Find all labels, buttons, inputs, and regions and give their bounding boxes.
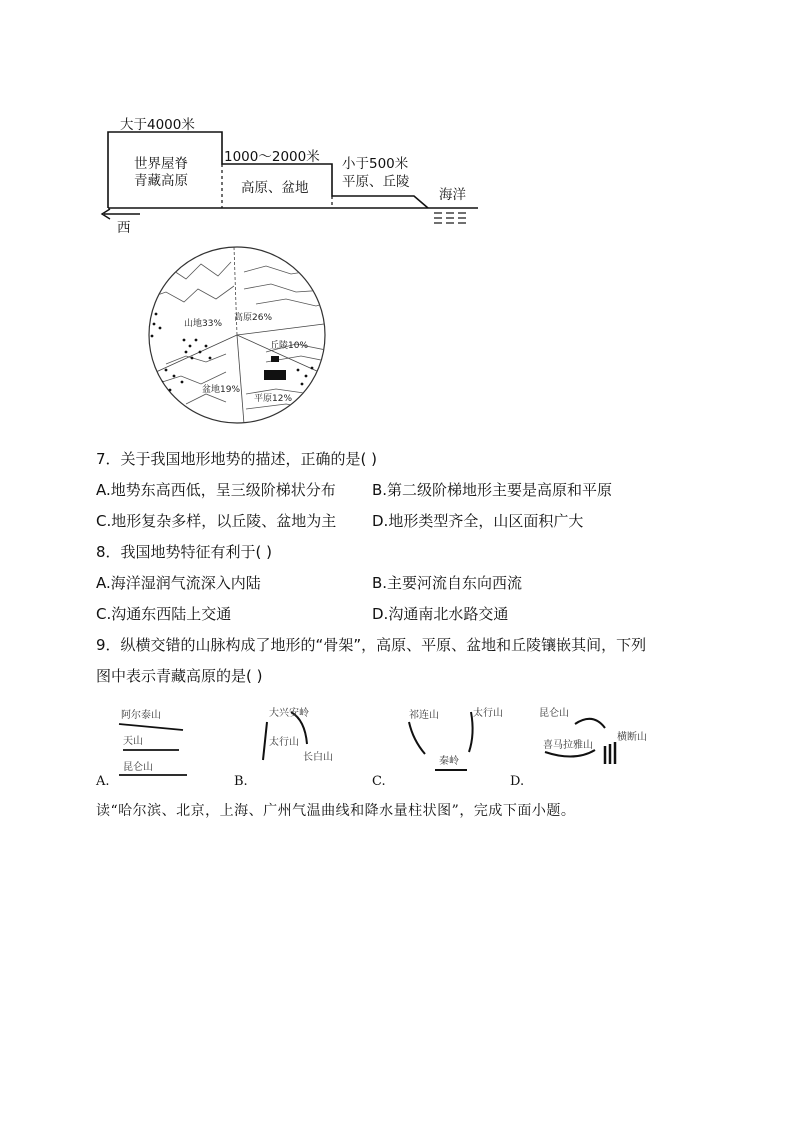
question-8-option-a[interactable]: A.海洋湿润气流深入内陆 [96,574,261,592]
label-plain-hill: 平原、丘陵 [342,174,410,190]
landform-pie-svg [126,244,348,426]
terrain-profile [96,112,486,237]
question-9-map-a[interactable] [115,700,195,778]
label-tibetan-plateau: 青藏高原 [134,173,188,189]
question-9-map-b[interactable] [255,700,333,778]
question-9-map-c[interactable] [395,700,503,778]
landform-pie-chart [126,244,348,426]
map-c-label-2: 太行山 [473,708,503,719]
label-1000-2000m: 1000～2000米 [224,149,320,165]
question-7-option-b[interactable]: B.第二级阶梯地形主要是高原和平原 [372,481,613,499]
map-d-label-2: 喜马拉雅山 [543,740,593,751]
label-plateau-basin: 高原、盆地 [241,180,309,196]
map-b-label-2: 太行山 [269,737,299,748]
map-b-label-1: 大兴安岭 [269,708,309,719]
label-west: 西 [117,220,131,236]
question-9-option-b-letter[interactable]: B. [234,774,248,789]
map-a-label-3: 昆仑山 [123,762,153,773]
map-c-label-3: 秦岭 [439,756,459,767]
map-d-label-1: 昆仑山 [539,708,569,719]
map-b-label-3: 长白山 [303,752,333,763]
question-7-option-c[interactable]: C.地形复杂多样，以丘陵、盆地为主 [96,512,337,530]
pie-label-mountain: 山地33% [184,319,223,329]
label-ocean: 海洋 [439,187,466,203]
map-d-label-3: 横断山 [617,732,647,743]
map-a-label-1: 阿尔泰山 [121,710,161,721]
question-9-option-c-letter[interactable]: C. [372,774,386,789]
question-7-option-d[interactable]: D.地形类型齐全，山区面积广大 [372,512,584,530]
question-9-stem-line-1: 9．纵横交错的山脉构成了地形的“骨架”，高原、平原、盆地和丘陵镶嵌其间，下列 [96,636,647,654]
pie-label-plateau: 高原26% [234,313,273,323]
question-8-option-b[interactable]: B.主要河流自东向西流 [372,574,523,592]
pie-label-hill: 丘陵10% [270,341,309,351]
reading-instruction: 读“哈尔滨、北京，上海、广州气温曲线和降水量柱状图”，完成下面小题。 [96,803,576,819]
map-c-label-1: 祁连山 [409,710,439,721]
pie-label-basin: 盆地19% [202,385,241,395]
question-8-option-d[interactable]: D.沟通南北水路交通 [372,605,509,623]
question-7-stem: 7．关于我国地形地势的描述，正确的是( ) [96,450,378,468]
pie-label-plain: 平原12% [254,394,293,404]
question-7-option-a[interactable]: A.地势东高西低，呈三级阶梯状分布 [96,481,336,499]
question-9-map-d[interactable] [535,700,647,778]
question-8-stem: 8．我国地势特征有利于( ) [96,543,273,561]
label-above-4000m: 大于4000米 [120,117,195,133]
question-9-stem-line-2: 图中表示青藏高原的是( ) [96,667,263,685]
label-roof-of-world: 世界屋脊 [134,156,188,172]
question-8-option-c[interactable]: C.沟通东西陆上交通 [96,605,232,623]
question-9-option-a-letter[interactable]: A. [96,774,110,789]
map-a-label-2: 天山 [123,736,143,747]
question-9-option-d-letter[interactable]: D. [510,774,525,789]
label-below-500m: 小于500米 [342,156,409,172]
